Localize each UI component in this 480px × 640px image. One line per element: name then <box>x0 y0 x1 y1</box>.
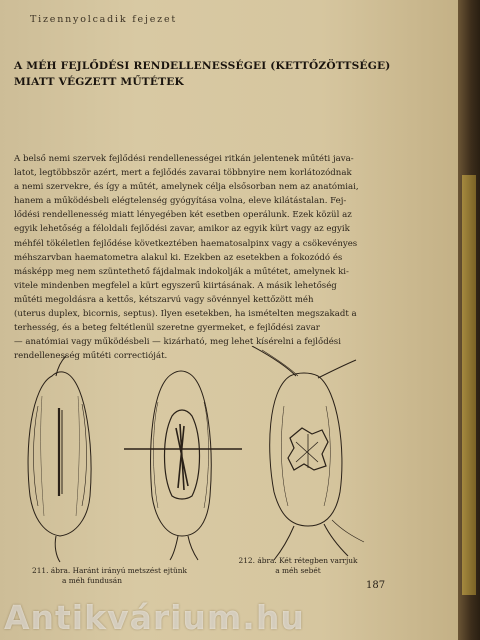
body-line: a nemi szervekre, és így a műtét, amelynek célja elsősorban nem az anatómiai, <box>14 182 359 193</box>
body-line: lődési rendellenesség miatt lényegében két esetben operálunk. Ezek közül az <box>14 210 352 221</box>
body-line: méhfél tökéletlen fejlődése következtében haematosalpinx vagy a csökevényes <box>14 238 358 249</box>
watermark: Antikvárium.hu <box>4 598 305 637</box>
body-line: terhesség, és a beteg feltétlenül szeretne gyermeket, e fejlődési zavar <box>14 323 320 334</box>
figure-211-drawing <box>28 356 91 562</box>
section-title-line-1: A MÉH FEJLŐDÉSI RENDELLENESSÉGEI (KETTŐZÖTTSÉGE) <box>14 60 391 72</box>
body-line: latot, legtöbbször azért, mert a fejlődés zavarai többnyire nem korlátozódnak <box>14 168 352 179</box>
figure-212-caption <box>238 556 358 576</box>
body-line: — anatómiai vagy működésbeli — kizárható, meg lehet kísérelni a fejlődési <box>14 337 341 348</box>
caption-line: 212. ábra. Két rétegben varrjuk <box>238 556 358 565</box>
body-line: (uterus duplex, bicornis, septus). Ilyen esetekben, ha ismételten megszakadt a <box>14 309 357 320</box>
caption-line: a méh sebét <box>275 566 321 575</box>
figure-211-caption <box>32 566 187 586</box>
body-line: méhszarvban haematometra alakul ki. Ezekben az esetekben a fokozódó és <box>14 252 343 263</box>
running-head: Tizennyolcadik fejezet <box>30 14 177 25</box>
body-line: egyik lehetőség a féloldali fejlődési zavar, amikor az egyik kürt vagy az egyik <box>14 224 350 235</box>
section-title-line-2: MIATT VÉGZETT MŰTÉTEK <box>14 76 184 88</box>
bookmark-stripe <box>462 175 476 595</box>
caption-line: a méh fundusán <box>62 576 122 585</box>
body-paragraph <box>14 152 408 363</box>
page-number: 187 <box>366 580 386 591</box>
figure-211b-drawing <box>124 371 242 560</box>
body-line: másképp meg nem szüntethető fájdalmak indokolják a műtétet, amelynek ki- <box>14 266 349 277</box>
body-line: vitele mindenben megfelel a kürt egyszerű kiirtásának. A másik lehetőség <box>14 280 337 291</box>
body-line: műtéti megoldásra a kettős, kétszarvú vagy sövénnyel kettőzött méh <box>14 294 314 305</box>
body-line: hanem a működésbeli elégtelenség gyógyítása volna, eleve kilátástalan. Fej- <box>14 196 347 207</box>
caption-line: 211. ábra. Haránt irányú metszést ejtünk <box>32 566 187 575</box>
body-line: A belső nemi szervek fejlődési rendellenességei ritkán jelentenek műtéti java- <box>14 154 354 164</box>
figure-212-drawing <box>252 346 364 560</box>
section-title <box>14 58 391 90</box>
uterus-surgery-drawings <box>12 346 382 564</box>
surgical-illustrations <box>12 346 382 564</box>
body-line: rendellenesség műtéti correctióját. <box>14 351 168 362</box>
